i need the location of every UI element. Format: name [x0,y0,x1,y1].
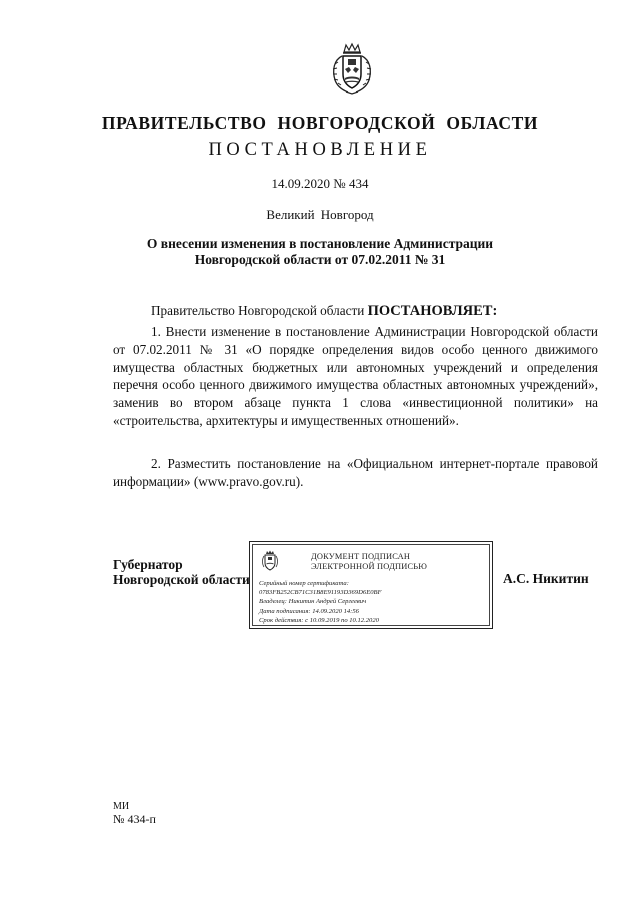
position-line-1: Губернатор [113,557,183,572]
document-subject [0,236,640,268]
paragraph-item-1: 1. Внести изменение в постановление Администрации Новгородской области от 07.02.2011 № 31 «О порядке определения видов особо ценного движимого имущества областных бюджетных или автономных учреждений и определения перечня особо ценного движимого имущества областных автономных учреждений», заменив во втором абзаце пункта 1 слова «инвестиционной политики» на «строительства, архитектуры и имущественных отношений». [113,324,598,428]
stamp-details [259,579,459,625]
paragraph-item-2: 2. Разместить постановление на «Официальном интернет-портале правовой информации» (www.pravo.gov.ru). [113,456,598,489]
preamble-text: Правительство Новгородской области [151,303,368,318]
electronic-signature-stamp [249,541,493,629]
subject-line-2: Новгородской области от 07.02.2011 № 31 [194,252,446,267]
date-number: 14.09.2020 № 434 [271,176,369,191]
stamp-signed-date: Дата подписания: 14.09.2020 14:56 [259,607,359,615]
position-line-2: Новгородской области [113,572,250,587]
preamble-decree: ПОСТАНОВЛЯЕТ: [367,303,498,319]
stamp-validity: Срок действия: с 10.09.2019 по 10.12.2020 [259,616,379,624]
document-footer [113,800,156,826]
stamp-emblem-icon [261,550,279,572]
footer-number: № 434-п [113,812,156,826]
preamble [113,302,598,321]
coat-of-arms-emblem [328,42,376,96]
subject-line-1: О внесении изменения в постановление Администрации [146,236,494,251]
stamp-serial: Серийный номер сертификата: 0783FB252CB71C31B8E91193D369D6E0BF [259,580,382,597]
signatory-position [113,557,250,587]
government-title: ПРАВИТЕЛЬСТВО НОВГОРОДСКОЙ ОБЛАСТИ [101,113,539,133]
stamp-owner: Владелец: Никитин Андрей Сергеевич [259,598,367,606]
footer-initials: МИ [113,801,130,812]
city: Великий Новгород [266,207,374,222]
stamp-inner-frame [252,544,490,626]
document-type: ПОСТАНОВЛЕНИЕ [208,140,432,160]
stamp-header-line-1: ДОКУМЕНТ ПОДПИСАН [311,552,411,561]
stamp-header [311,552,427,572]
signatory-name: А.С. Никитин [503,571,589,586]
stamp-header-line-2: ЭЛЕКТРОННОЙ ПОДПИСЬЮ [311,562,428,571]
